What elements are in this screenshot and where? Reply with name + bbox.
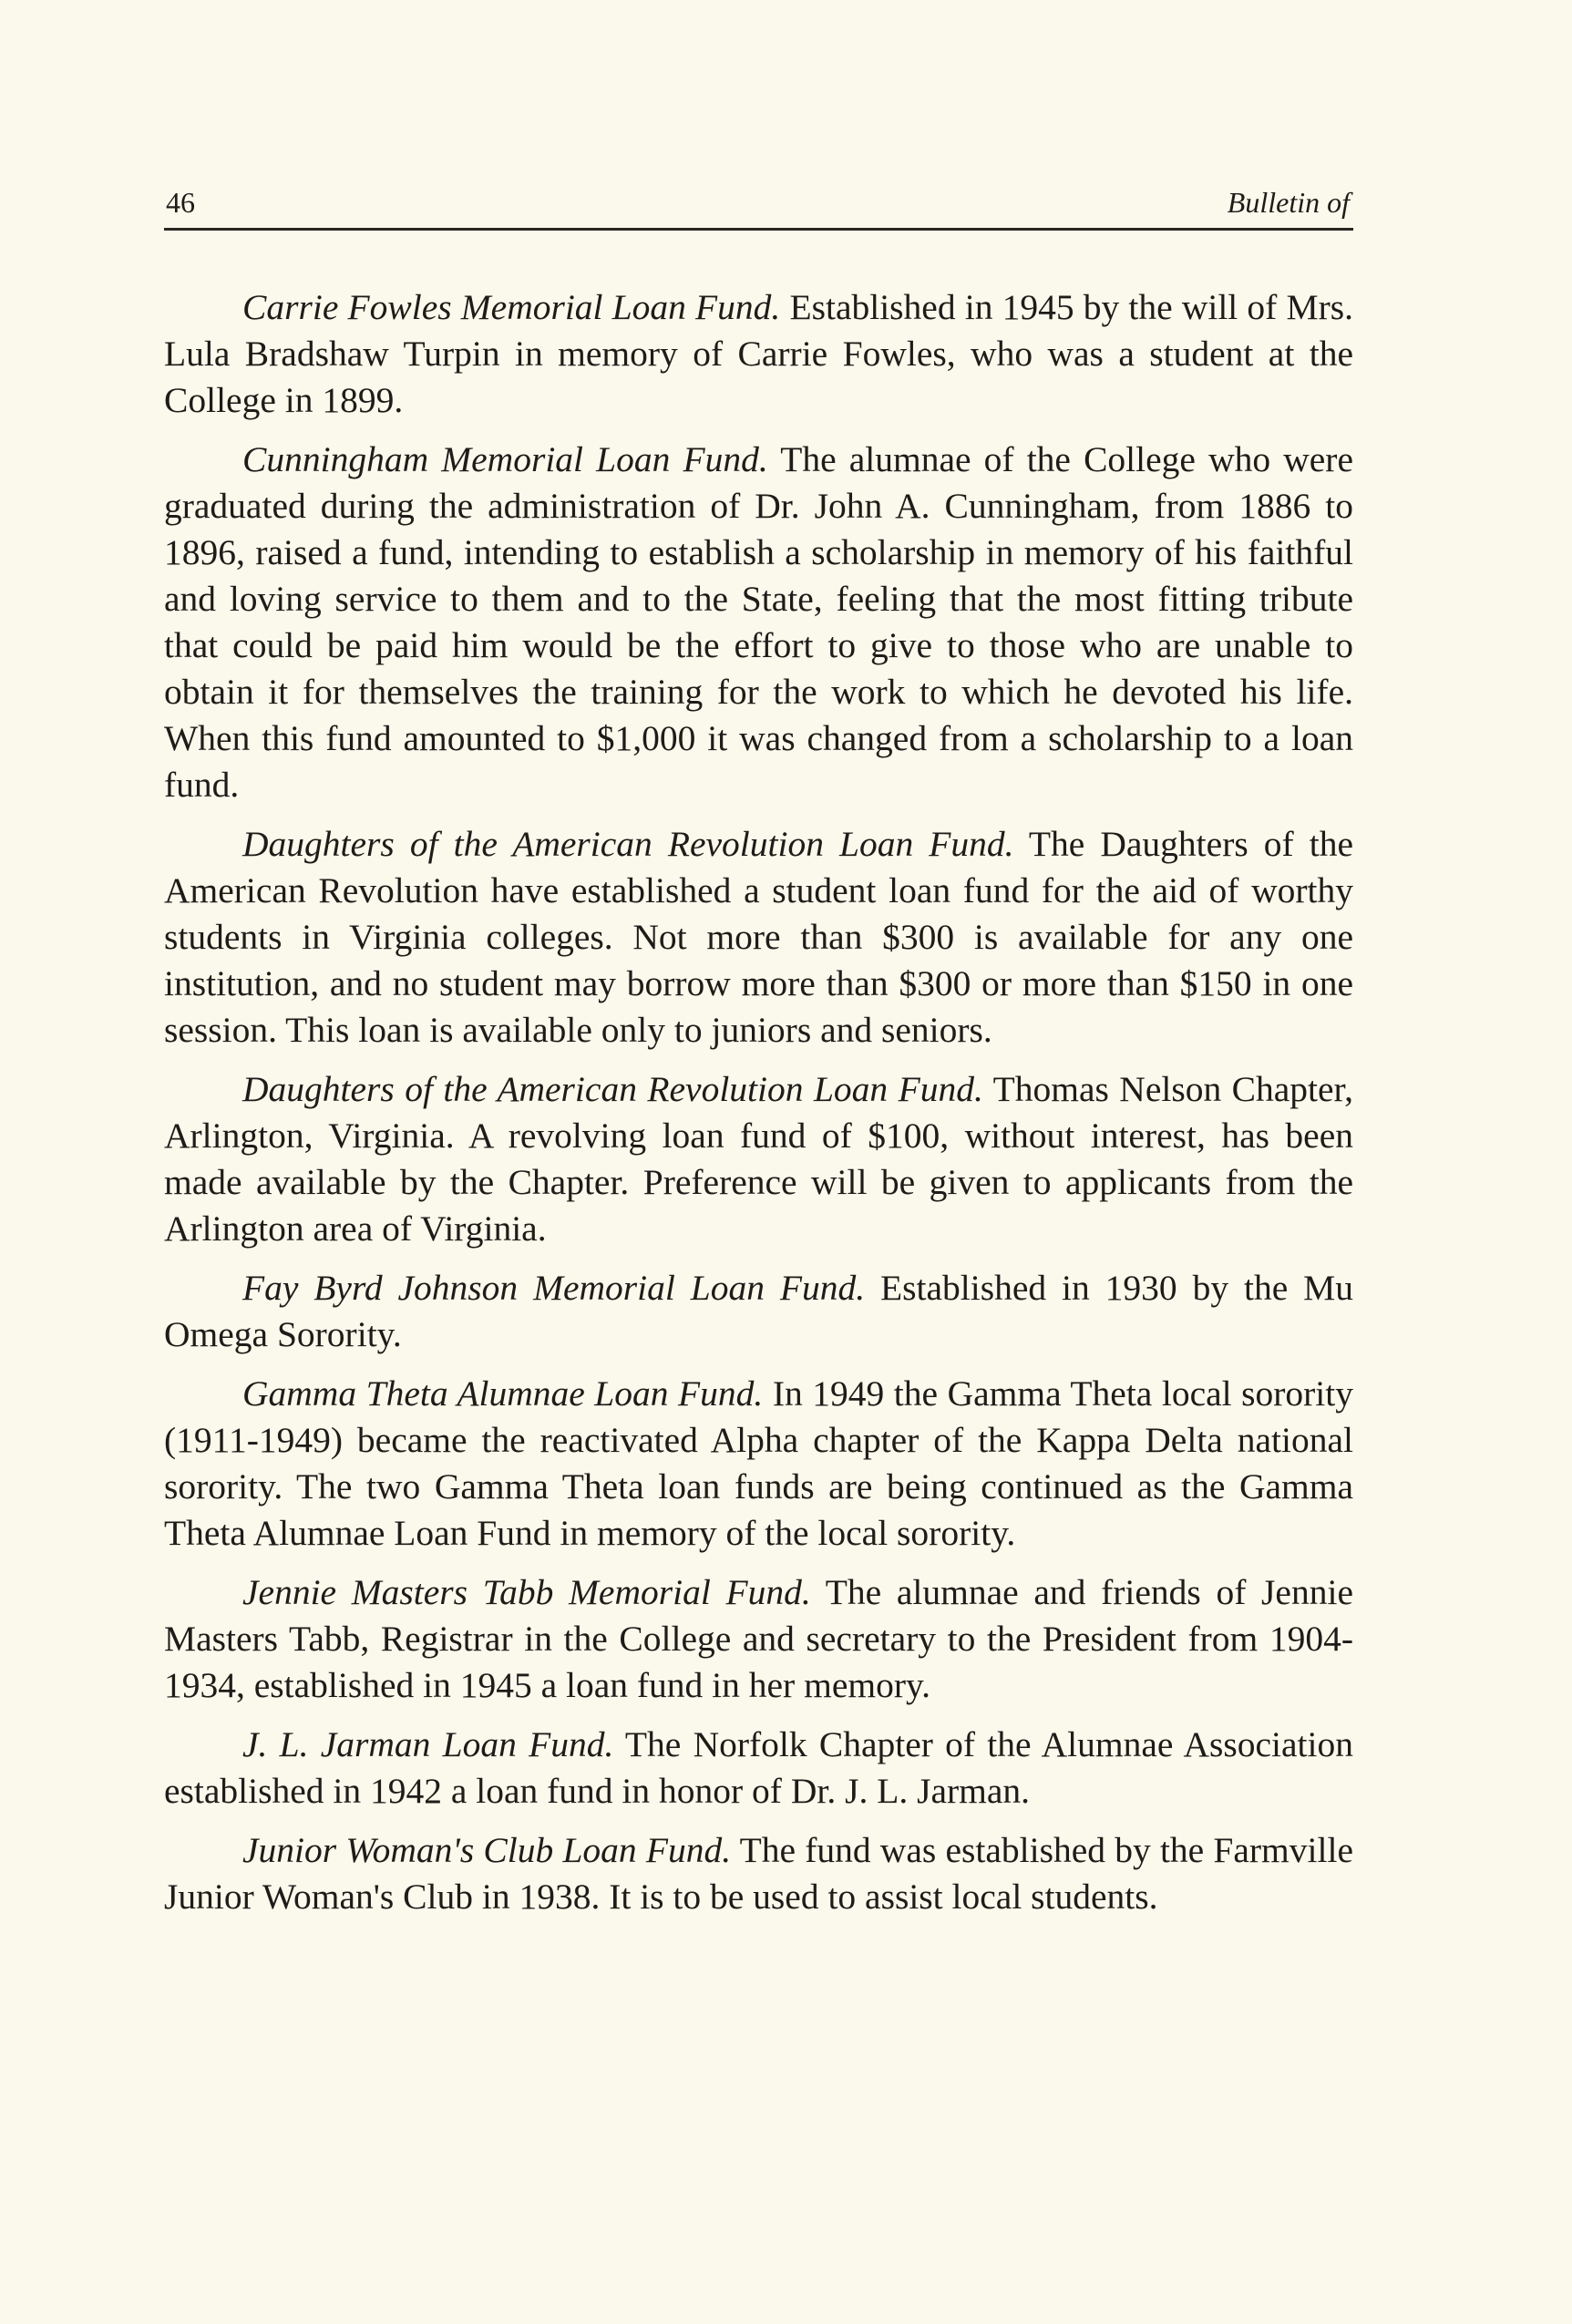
loan-fund-title: Gamma Theta Alumnae Loan Fund.	[242, 1373, 764, 1414]
loan-fund-description: Established in 1945 by the will of Mrs. Lula Bradshaw Turpin in memory of Carrie Fowles, who was a student at the College in 1899.	[164, 287, 1353, 420]
loan-fund-description: The fund was established by the Farmville Junior Woman's Club in 1938. It is to be used to assist local students.	[164, 1830, 1353, 1917]
loan-fund-title: Fay Byrd Johnson Memorial Loan Fund.	[242, 1268, 866, 1308]
loan-fund-title: Carrie Fowles Memorial Loan Fund.	[242, 287, 781, 327]
loan-fund-title: Jennie Masters Tabb Memorial Fund.	[242, 1572, 811, 1612]
page-header	[164, 182, 1353, 231]
loan-fund-description: The Norfolk Chapter of the Alumnae Association established in 1942 a loan fund in honor of Dr. J. L. Jarman.	[164, 1724, 1353, 1811]
loan-fund-entry	[164, 1371, 1353, 1557]
loan-fund-entry	[164, 284, 1353, 424]
loan-fund-title: Cunningham Memorial Loan Fund.	[242, 439, 768, 479]
loan-fund-entry	[164, 1722, 1353, 1815]
running-head: Bulletin of	[1227, 186, 1350, 219]
loan-fund-title: Daughters of the American Revolution Loan Fund.	[242, 1069, 983, 1109]
loan-fund-title: Junior Woman's Club Loan Fund.	[242, 1830, 732, 1870]
page-body	[164, 284, 1353, 1933]
loan-fund-title: J. L. Jarman Loan Fund.	[242, 1724, 614, 1764]
loan-fund-title: Daughters of the American Revolution Loan Fund.	[242, 824, 1014, 864]
loan-fund-description: Established in 1930 by the Mu Omega Sorority.	[164, 1268, 1354, 1354]
page-number: 46	[166, 186, 195, 219]
loan-fund-description: In 1949 the Gamma Theta local sorority (1911-1949) became the reactivated Alpha chapter of the Kappa Delta national sorority. The two Gamma Theta loan funds are being continued as the Gamma Theta Alumnae Loan Fund in memory of the local sorority.	[164, 1373, 1354, 1553]
loan-fund-entry	[164, 821, 1353, 1054]
loan-fund-entry	[164, 1066, 1353, 1252]
loan-fund-entry	[164, 437, 1353, 808]
loan-fund-description: The alumnae of the College who were graduated during the administration of Dr. John A. Cunningham, from 1886 to 1896, raised a fund, intending to establish a scholarship in memory of his faithful and loving service to them and to the State, feeling that the most fitting tribute that could be paid him would be the effort to give to those who are unable to obtain it for themselves the training for the work to which he devoted his life. When this fund amounted to $1,000 it was changed from a scholarship to a loan fund.	[164, 439, 1353, 805]
loan-fund-description: The Daughters of the American Revolution have established a student loan fund for the aid of worthy students in Virginia colleges. Not more than $300 is available for any one institution, and no student may borrow more than $300 or more than $150 in one session. This loan is available only to juniors and seniors.	[164, 824, 1353, 1050]
loan-fund-entry	[164, 1265, 1353, 1358]
loan-fund-entry	[164, 1569, 1353, 1709]
loan-fund-description: The alumnae and friends of Jennie Masters Tabb, Registrar in the College and secretary to the President from 1904-1934, established in 1945 a loan fund in her memory.	[164, 1572, 1353, 1705]
loan-fund-entry	[164, 1827, 1353, 1920]
loan-fund-description: Thomas Nelson Chapter, Arlington, Virginia. A revolving loan fund of $100, without interest, has been made available by the Chapter. Preference will be given to applicants from the Arlington area of Virginia.	[164, 1069, 1353, 1249]
